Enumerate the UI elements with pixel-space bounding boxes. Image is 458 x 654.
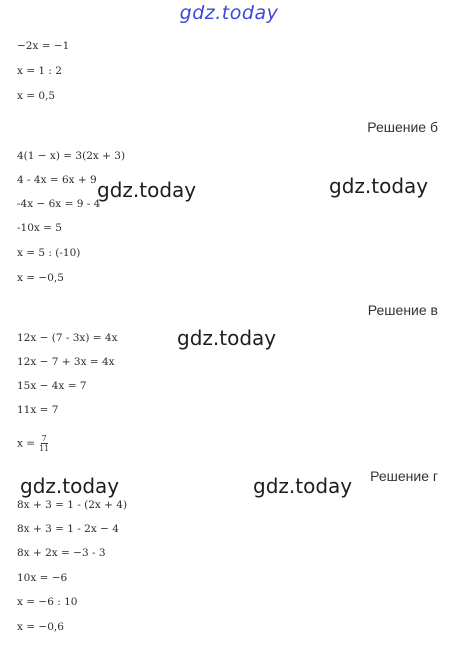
solution-heading-b: Решение б — [367, 119, 438, 135]
equation-line: 4 - 4x = 6x + 9 — [17, 174, 97, 186]
fraction-numerator: 7 — [41, 434, 47, 443]
watermark: gdz.today — [253, 474, 353, 498]
equation-line: -4x − 6x = 9 - 4 — [17, 198, 101, 210]
watermark: gdz.today — [20, 474, 120, 498]
solution-heading-c: Решение в — [367, 302, 438, 318]
equation-line: x = 0,5 — [17, 90, 56, 102]
equation-line: x = 1 : 2 — [17, 65, 62, 77]
equation-line: 10x = −6 — [17, 572, 68, 584]
solution-heading-d: Решение г — [370, 468, 438, 484]
equation-line: 8x + 2x = −3 - 3 — [17, 547, 106, 559]
equation-line: 12x − 7 + 3x = 4x — [17, 356, 115, 368]
watermark: gdz.today — [329, 174, 429, 198]
equation-line: −2x = −1 — [17, 40, 70, 52]
site-header — [0, 0, 458, 28]
fraction-prefix: x = — [17, 437, 36, 450]
equation-line: x = −6 : 10 — [17, 596, 78, 608]
equation-line: 11x = 7 — [17, 404, 59, 416]
equation-line: 8x + 3 = 1 - (2x + 4) — [17, 499, 128, 511]
watermark: gdz.today — [97, 178, 197, 202]
equation-line: 4(1 − x) = 3(2x + 3) — [17, 150, 126, 162]
watermark: gdz.today — [177, 326, 277, 350]
equation-line: 12x − (7 - 3x) = 4x — [17, 332, 118, 344]
equation-line: x = −0,6 — [17, 621, 64, 633]
equation-line: 15x − 4x = 7 — [17, 380, 87, 392]
equation-line: x = 5 : (-10) — [17, 247, 81, 259]
site-logo[interactable]: gdz.today — [179, 2, 279, 24]
equation-line: x = −0,5 — [17, 272, 64, 284]
fraction-denominator: 11 — [39, 444, 50, 453]
fraction — [38, 434, 50, 453]
equation-line: -10x = 5 — [17, 222, 62, 234]
equation-line: 8x + 3 = 1 - 2x − 4 — [17, 523, 119, 535]
fraction-equation — [17, 434, 50, 453]
